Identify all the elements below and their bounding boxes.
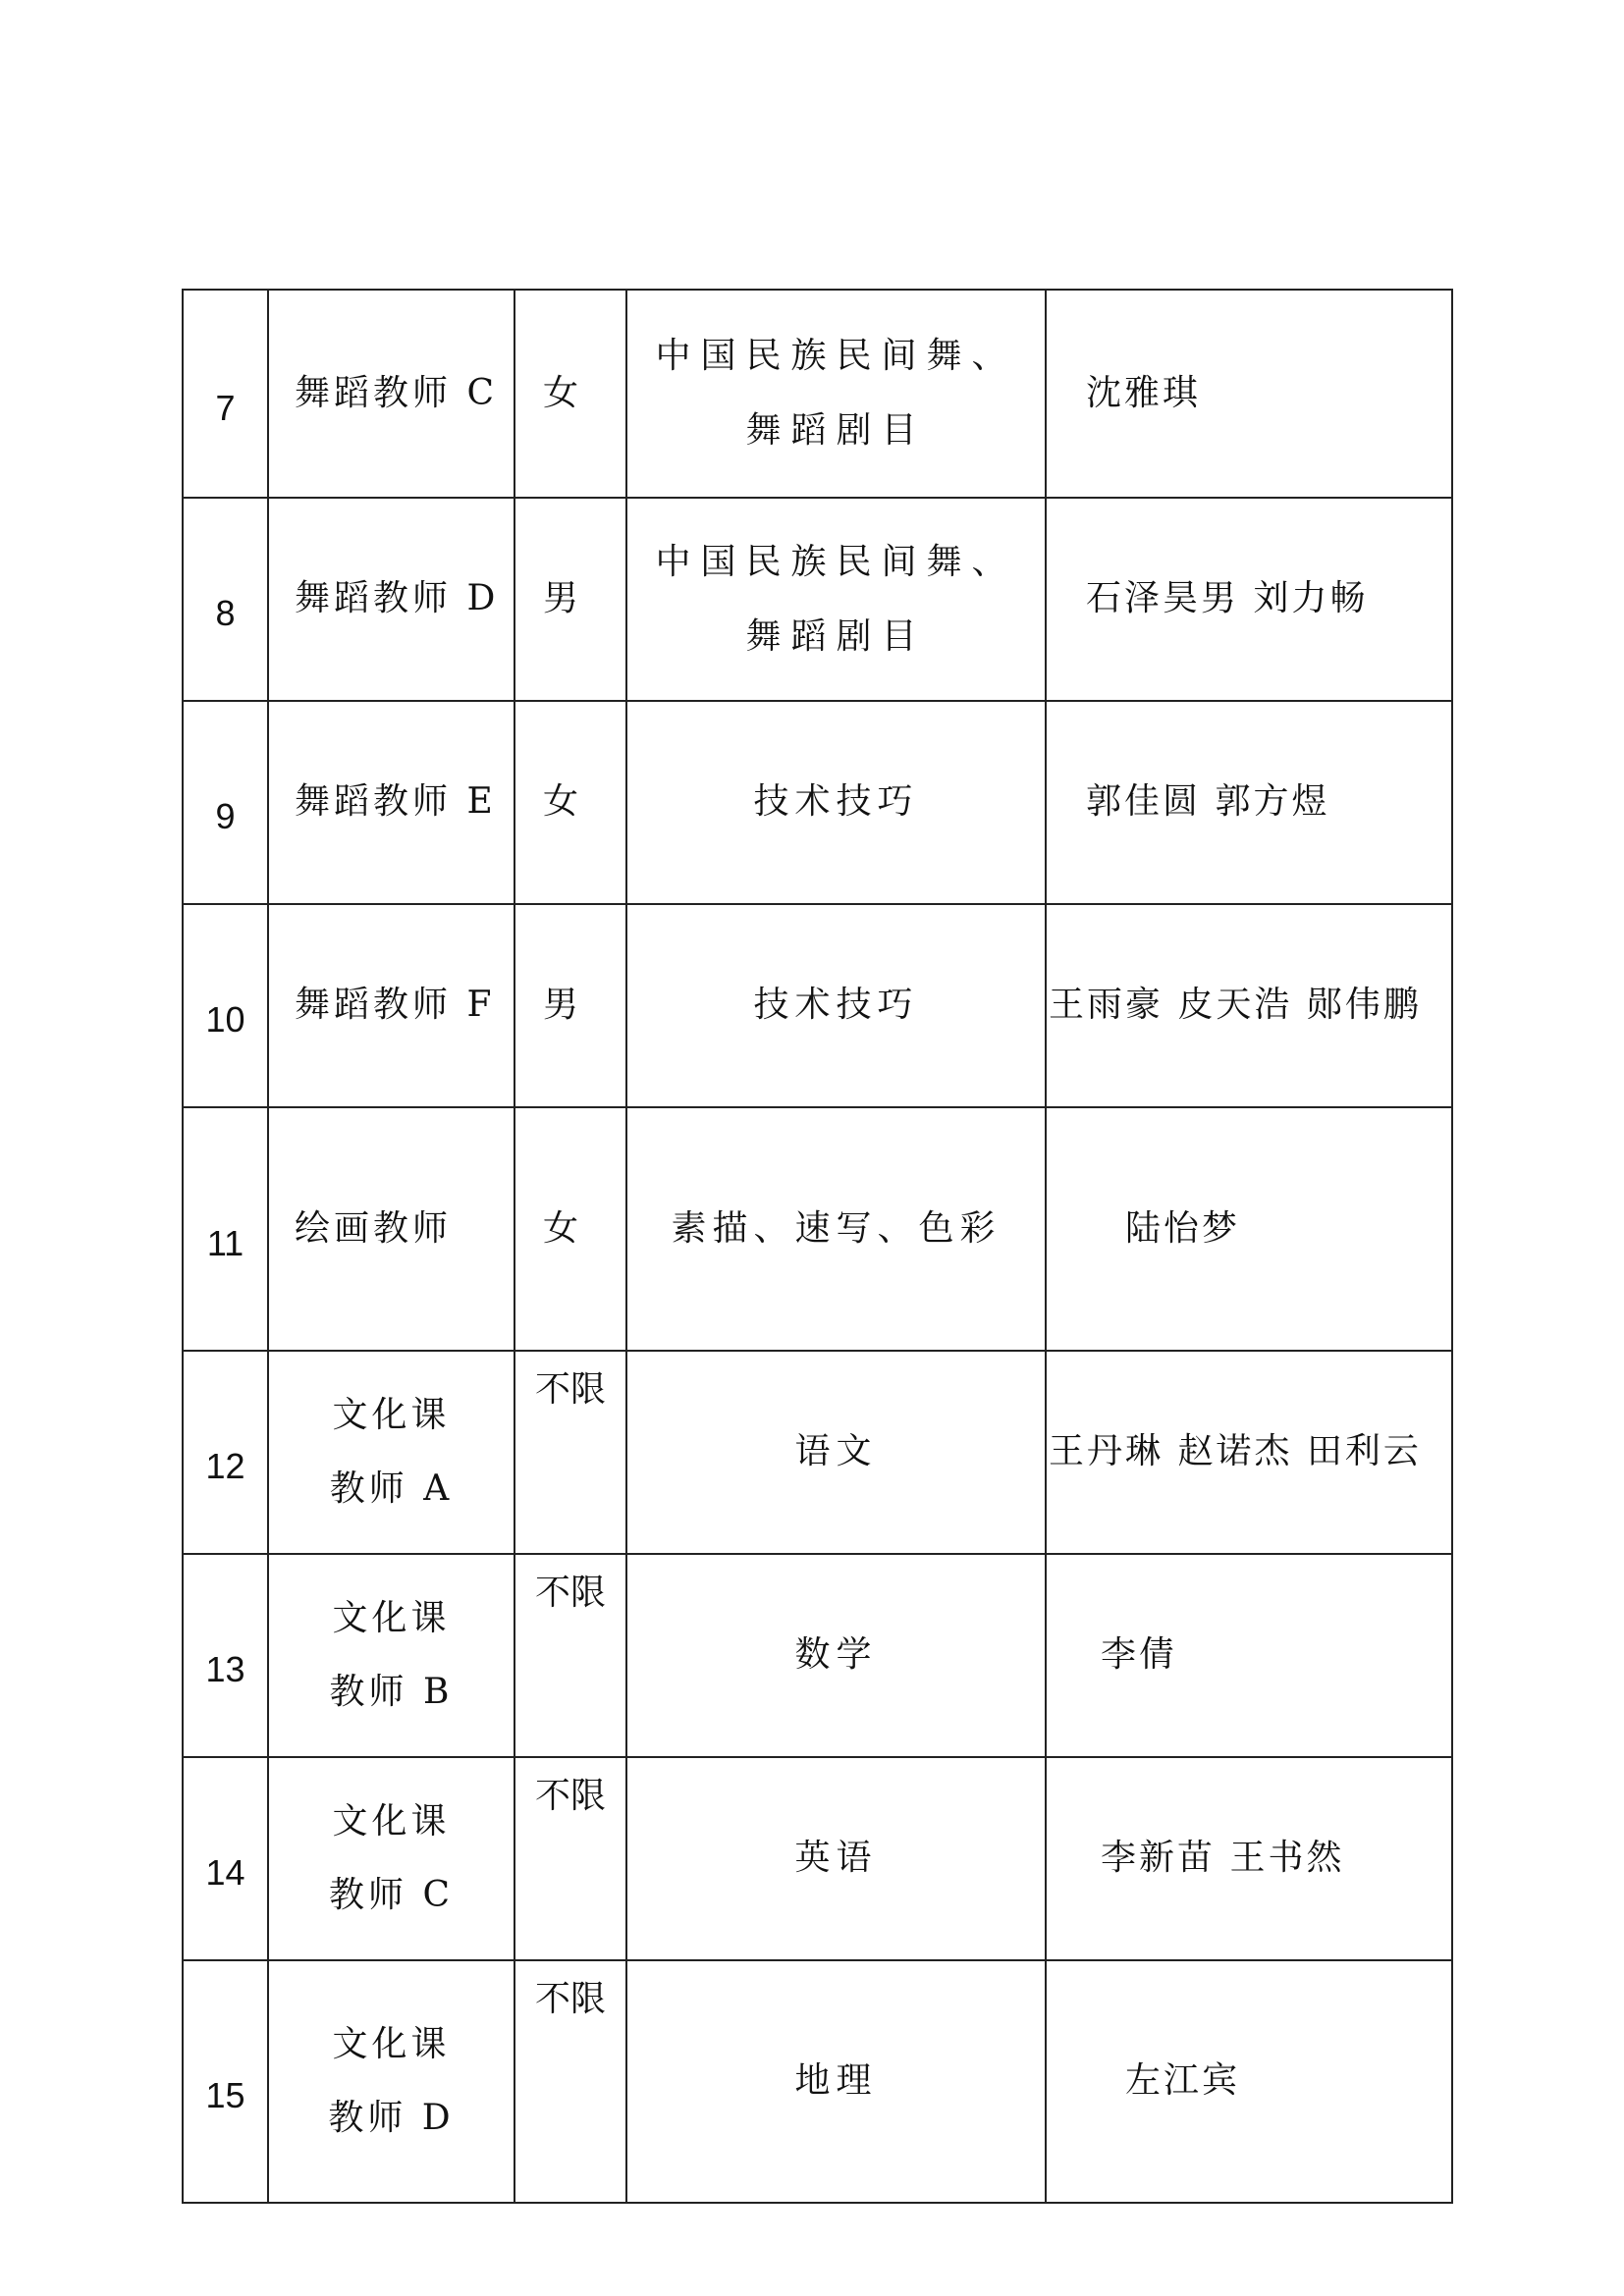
table-row [183, 1107, 1452, 1351]
subject-cell: 英语 [626, 1757, 1046, 1960]
subject-cell: 素描、速写、色彩 [626, 1107, 1046, 1351]
names-cell: 沈雅琪 [1046, 290, 1452, 498]
table-row [183, 1960, 1452, 2203]
row-number: 8 [183, 498, 268, 701]
names-cell: 王丹琳 赵诺杰 田利云 [1046, 1351, 1452, 1554]
sex-cell: 不限 [514, 1351, 626, 1554]
row-number: 12 [183, 1351, 268, 1554]
row-number: 15 [183, 1960, 268, 2203]
position-line-1: 文化课 [332, 1800, 451, 1842]
names-cell: 左江宾 [1046, 1960, 1452, 2203]
subject-cell: 技术技巧 [626, 904, 1046, 1107]
table-row [183, 290, 1452, 498]
position-cell [268, 1554, 514, 1757]
row-number: 13 [183, 1554, 268, 1757]
sex-cell: 不限 [514, 1554, 626, 1757]
sex-cell: 女 [514, 290, 626, 498]
position-cell: 舞蹈教师 E [268, 701, 514, 904]
position-line-1: 文化课 [332, 1394, 451, 1435]
position-line-1: 文化课 [332, 2023, 451, 2064]
table-row [183, 1757, 1452, 1960]
staff-roster-table [182, 289, 1453, 2204]
position-cell: 舞蹈教师 F [268, 904, 514, 1107]
sex-cell: 女 [514, 701, 626, 904]
subject-cell: 语文 [626, 1351, 1046, 1554]
table-row [183, 701, 1452, 904]
position-cell: 舞蹈教师 D [268, 498, 514, 701]
position-cell [268, 1960, 514, 2203]
names-cell: 陆怡梦 [1046, 1107, 1452, 1351]
subject-cell: 中国民族民间舞、舞蹈剧目 [626, 290, 1046, 498]
position-cell [268, 1757, 514, 1960]
names-cell: 王雨豪 皮天浩 郧伟鹏 [1046, 904, 1452, 1107]
table-row [183, 904, 1452, 1107]
sex-cell: 不限 [514, 1757, 626, 1960]
position-cell [268, 1351, 514, 1554]
names-cell: 李倩 [1046, 1554, 1452, 1757]
names-cell: 石泽昊男 刘力畅 [1046, 498, 1452, 701]
sex-cell: 女 [514, 1107, 626, 1351]
row-number: 10 [183, 904, 268, 1107]
table-row [183, 1554, 1452, 1757]
names-cell: 郭佳圆 郭方煜 [1046, 701, 1452, 904]
table-row [183, 498, 1452, 701]
position-line-2: 教师 D [328, 2097, 455, 2138]
position-line-1: 文化课 [332, 1597, 451, 1638]
subject-cell: 中国民族民间舞、舞蹈剧目 [626, 498, 1046, 701]
row-number: 11 [183, 1107, 268, 1351]
sex-cell: 男 [514, 498, 626, 701]
position-cell: 绘画教师 [268, 1107, 514, 1351]
subject-cell: 数学 [626, 1554, 1046, 1757]
table-row [183, 1351, 1452, 1554]
position-line-2: 教师 C [329, 1874, 454, 1915]
subject-cell: 地理 [626, 1960, 1046, 2203]
position-line-2: 教师 A [329, 1468, 454, 1509]
sex-cell: 不限 [514, 1960, 626, 2203]
position-line-2: 教师 B [329, 1671, 454, 1712]
sex-cell: 男 [514, 904, 626, 1107]
row-number: 9 [183, 701, 268, 904]
position-cell: 舞蹈教师 C [268, 290, 514, 498]
row-number: 7 [183, 290, 268, 498]
names-cell: 李新苗 王书然 [1046, 1757, 1452, 1960]
row-number: 14 [183, 1757, 268, 1960]
subject-cell: 技术技巧 [626, 701, 1046, 904]
